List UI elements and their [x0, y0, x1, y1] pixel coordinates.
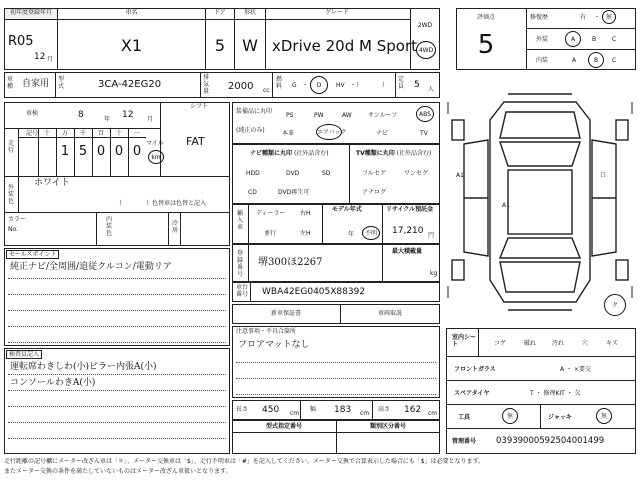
car-kind-label: 車種 — [7, 76, 14, 90]
height-value: 162 — [404, 405, 422, 415]
repair-yes: 有 — [580, 14, 587, 21]
registration-label: 登録番号 — [237, 250, 244, 278]
import-parallel: 並行 — [264, 230, 277, 237]
model-year-unknown-circled: 不明 — [362, 226, 380, 240]
diagram-mark-kou: 口 — [600, 172, 607, 179]
door-label: ドア — [214, 9, 226, 16]
equip-navi: ナビ — [376, 130, 389, 137]
model-year-unit: 年 — [348, 231, 355, 238]
odometer-digit: 0 — [132, 144, 142, 159]
spare-tire-value: T ・ 修理KIT ・ 欠 — [530, 390, 581, 397]
seat-hole: 穴 — [582, 340, 589, 347]
car-name-value: X1 — [120, 36, 143, 55]
fuel-hv: HV — [336, 82, 345, 89]
recycle-value: 17,210 — [392, 226, 424, 236]
wheel-rear-left — [452, 260, 464, 280]
odometer-unit-label: 百 — [97, 130, 104, 137]
equip-airbag-circled: エアバック — [316, 124, 342, 140]
equip-ps: PS — [286, 112, 294, 119]
tools-label: 工具 — [458, 414, 471, 421]
width-value: 183 — [334, 405, 352, 415]
exterior-b: B — [592, 36, 597, 43]
diagram-mark-a1-left: A1 — [456, 172, 464, 179]
inspector-line-2: コンソールわきA(小) — [10, 378, 96, 388]
navi-dvd-play: DVD再生可 — [278, 189, 310, 196]
spare-tire-label: スペアタイヤ — [454, 390, 490, 397]
grade-value: xDrive 20d M Sport — [272, 37, 417, 55]
inspector-label: 検査員記入 — [6, 350, 42, 359]
equip-aw: AW — [342, 112, 352, 119]
footer-line-2: またメーター交換の条件を満たしていないものはメーター改ざん車扱いとなります。 — [4, 468, 232, 475]
interior-color-label: 内装色 — [106, 216, 113, 237]
selling-label: セールスポイント — [6, 250, 59, 259]
repair-history-label: 修復歴 — [530, 14, 549, 21]
car-kind-value: 自家用 — [22, 79, 50, 89]
interior-b-circled: B — [588, 52, 604, 68]
repair-no-circled: 無 — [602, 10, 616, 24]
model-year-label: モデル年式 — [332, 206, 362, 213]
color-change-note: 色替車は色替と記入 — [152, 200, 207, 207]
equip-sunroof: サンルーフ — [368, 112, 398, 119]
max-load-label: 最大積載量 — [392, 248, 423, 255]
seat-label: 室内シート — [452, 334, 477, 348]
import-label: 輸入車 — [237, 210, 244, 231]
seat-tear: 破れ — [524, 340, 537, 347]
model-label: 型式 — [58, 76, 65, 90]
mgmt-value: 03939000592504001499 — [496, 436, 605, 446]
car-windshield — [500, 142, 580, 166]
diagram-mark-ku-circled: ク — [604, 294, 626, 316]
tv-fullseg: フルセグ — [362, 170, 386, 177]
seat-scratch: キズ — [606, 340, 618, 347]
chassis-label: 車台番号 — [236, 284, 249, 298]
capacity-unit: 人 — [428, 86, 435, 93]
length-label: 長さ — [236, 406, 249, 413]
seat-dirt: 汚れ — [552, 340, 565, 347]
notes-text: フロアマットなし — [238, 340, 310, 350]
odometer-km-circled: km — [148, 150, 164, 164]
new-warranty: 新車保証書 — [270, 310, 301, 317]
navi-title: ナビ種類に丸印 (社外品含む) — [250, 150, 329, 157]
odometer-unit-label: 一 — [133, 130, 140, 137]
displacement-value: 2000 — [228, 81, 254, 92]
odometer-digit: 1 — [60, 144, 70, 159]
odometer-digit: 0 — [96, 144, 106, 159]
height-label: 高さ — [378, 406, 391, 413]
interior-a: A — [572, 57, 577, 64]
car-trunk — [500, 262, 580, 292]
odometer-marks-label: 記号 — [26, 130, 39, 137]
manual: 車両取説 — [377, 310, 402, 317]
tv-oneseg: ワンセグ — [404, 170, 429, 177]
odometer-mile: マイル — [146, 140, 164, 147]
import-dealer: ディーラー — [256, 210, 286, 217]
navi-hdd: HDD — [246, 170, 260, 177]
wheel-rear-right — [616, 260, 628, 280]
registration-value: 堺300ほ2267 — [258, 257, 323, 268]
recycle-label: リサイクル預託金 — [386, 206, 434, 213]
selling-text: 純正ナビ/全周囲/追従クルコン/電動リア — [10, 262, 172, 272]
drive-4wd-circled: 4WD — [416, 41, 436, 59]
chassis-value: WBA42EG0405X88392 — [262, 287, 366, 297]
shape-label: 形状 — [243, 9, 256, 16]
doors-value: 5 — [214, 36, 226, 55]
car-rear-window — [500, 238, 580, 258]
odometer-unit-label: 十 — [43, 130, 50, 137]
reg-date-label: 初年度登録年月 — [5, 9, 57, 19]
inspection-label: 車検 — [26, 110, 39, 117]
fuel-label: 燃料 — [276, 76, 283, 90]
equip-leather: 本革 — [282, 130, 295, 137]
import-right-h: 右H — [300, 210, 311, 217]
navi-cd: CD — [248, 189, 257, 196]
tv-analog: アナログ — [362, 189, 387, 196]
type-no-label: 型式指定番号 — [265, 423, 302, 430]
capacity-label: 定員 — [398, 76, 405, 90]
length-value: 450 — [262, 405, 280, 415]
exterior-grade-label: 外装 — [536, 36, 549, 43]
navi-sd: SD — [322, 170, 331, 177]
inspection-month: 12 — [122, 110, 134, 120]
reg-month-unit: 月 — [47, 56, 54, 63]
color-label: カラー — [8, 216, 27, 223]
front-glass-value: A ・ ×要交 — [560, 366, 591, 373]
displacement-unit: cc — [263, 87, 270, 94]
equipment-sub: (純正のみ) — [236, 127, 265, 134]
score-label: 評価点 — [476, 14, 495, 21]
reg-month: 12 — [34, 52, 46, 62]
exterior-color-value: ホワイト — [34, 178, 70, 188]
grade-label: グレード — [324, 9, 349, 16]
displacement-label: 排気量 — [203, 74, 210, 95]
import-left-h: 左H — [300, 230, 311, 237]
fuel-g: G — [292, 82, 297, 89]
width-unit: cm — [360, 410, 370, 417]
model-value: 3CA-42EG20 — [98, 79, 162, 90]
length-unit: cm — [290, 410, 300, 417]
seat-burn: コゲ — [494, 340, 507, 347]
exterior-c: C — [612, 36, 617, 43]
jack-label: ジャッキ — [548, 414, 572, 421]
equip-tv: TV — [420, 130, 428, 137]
car-name-label: 車名 — [125, 9, 138, 16]
odometer-digit: 0 — [114, 144, 124, 159]
mgmt-label: 管理番号 — [452, 438, 477, 445]
interior-c: C — [612, 57, 617, 64]
tv-title: TV種類に丸印 (社外品含む) — [356, 150, 432, 157]
jack-none-circled: 無 — [596, 408, 612, 424]
inspection-year: 8 — [78, 110, 84, 120]
car-hood — [500, 112, 580, 138]
color-no-label: No. — [8, 226, 18, 233]
front-glass-label: フロントガラス — [454, 366, 496, 373]
odometer-unit-label: 万 — [61, 130, 68, 137]
equip-pw: PW — [314, 112, 324, 119]
width-label: 幅 — [310, 406, 317, 413]
navi-dvd: DVD — [286, 170, 300, 177]
drive-2wd: 2WD — [417, 22, 433, 29]
height-unit: cm — [428, 410, 438, 417]
inspector-line-1: 運転席わきしわ(小)ピラー内張A(小) — [10, 362, 157, 372]
recycle-unit: 円 — [428, 232, 435, 239]
inspection-month-unit: 月 — [147, 116, 154, 123]
wheel-front-left — [452, 120, 464, 140]
equipment-label: 装備品に丸印 — [236, 108, 273, 115]
cooler-label: 冷房 — [172, 220, 179, 234]
car-roof — [508, 170, 572, 234]
tools-none-circled: 無 — [502, 408, 518, 424]
car-diagram — [444, 80, 636, 320]
wheel-front-right — [616, 120, 628, 140]
shift-label: シフト — [190, 103, 209, 110]
equip-abs-circled: ABS — [416, 106, 434, 122]
shift-value: FAT — [186, 135, 205, 148]
shape-value: W — [242, 36, 258, 55]
inspection-year-unit: 年 — [104, 116, 111, 123]
odometer-digit: 5 — [78, 144, 88, 159]
class-no-label: 類別区分番号 — [369, 423, 406, 430]
score-value: 5 — [477, 30, 495, 60]
capacity-value: 5 — [414, 80, 420, 90]
odometer-label: 走行 — [8, 140, 15, 154]
max-load-unit: kg — [430, 270, 438, 277]
notes-label: 注意事項・不具合箇所 — [236, 328, 297, 335]
fuel-d-circled: D — [310, 76, 328, 94]
exterior-a-circled: A — [565, 31, 581, 47]
interior-grade-label: 内装 — [536, 57, 549, 64]
row2-box — [4, 72, 440, 98]
odometer-unit-label: 千 — [79, 130, 86, 137]
footer-line-1: 走行距離の記号欄にメーター改ざん車は「＊」、メーター交換車は「$」、走行不明車は「#」を記入してください。メーター交換で合算表示した場合にも「$」は必要となります。 — [4, 458, 485, 465]
reg-year: R05 — [8, 34, 34, 49]
exterior-color-label: 外装色 — [8, 184, 15, 205]
diagram-mark-a1-mid: A1 — [502, 202, 510, 209]
odometer-unit-label: 十 — [115, 130, 122, 137]
